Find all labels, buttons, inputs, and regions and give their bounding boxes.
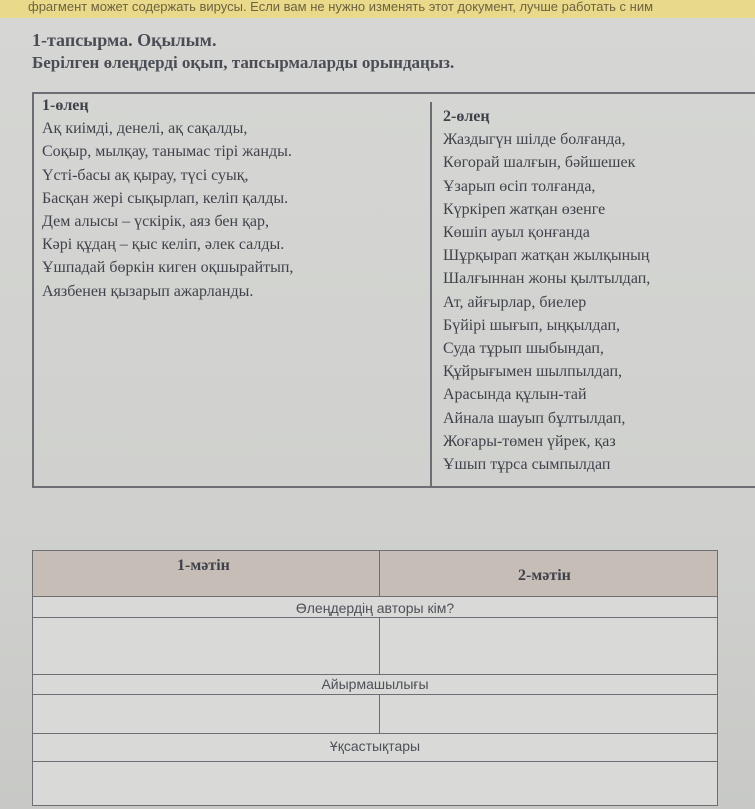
poem-line: Ұшып тұрса сымпылдап (443, 456, 611, 474)
comparison-table (32, 550, 718, 806)
poem-2 (443, 105, 650, 476)
row-label-differences: Айырмашылығы (321, 676, 429, 692)
answer-column-divider (379, 695, 380, 733)
poem-line: Шалғыннан жоны қылтылдап, (443, 270, 651, 288)
row-divider (33, 674, 717, 675)
row-label-similarities: Ұқсастықтары (329, 738, 421, 754)
row-divider (33, 733, 717, 734)
answer-column-divider (379, 618, 380, 674)
poem-line: Көгорай шалғын, бәйшешек (443, 154, 636, 172)
poem-line: Шұрқырап жатқан жылқының (443, 247, 650, 265)
warning-text: фрагмент может содержать вирусы. Если вам не нужно изменять этот документ, лучше работать с ним (28, 0, 654, 14)
poem-line: Көшіп ауыл қонғанда (443, 224, 590, 242)
row-label-authors: Өлеңдердің авторы кім? (295, 600, 455, 616)
poem-line: Құйрығымен шылпылдап, (443, 363, 623, 381)
row-divider (33, 617, 717, 618)
protected-view-warning-bar[interactable] (0, 0, 755, 18)
poem-line: Айнала шауып бұлтылдап, (443, 409, 626, 427)
column-header-text-2: 2-мәтін (518, 567, 571, 584)
poem-line: Дем алысы – үскірік, аяз бен қар, (42, 213, 269, 231)
poem-line: Басқан жері сықырлап, келіп қалды. (42, 189, 289, 207)
comparison-table-header (33, 551, 717, 597)
poem-line: Аязбенен қызарып ажарланды. (42, 282, 254, 300)
poem-line: Кәрі құдаң – қыс келіп, әлек салды. (42, 236, 285, 254)
task-title: 1-тапсырма. Оқылым. (32, 30, 217, 50)
row-divider (33, 694, 717, 695)
header-column-divider (379, 551, 380, 596)
poem-line: Үсті-басы ақ қырау, түсі суық, (42, 166, 249, 184)
task-instruction: Берілген өлеңдерді оқып, тапсырмаларды орындаңыз. (32, 53, 455, 72)
poem-1-title: 1-өлең (42, 97, 89, 114)
poems-column-divider (430, 102, 432, 488)
row-divider (33, 761, 717, 762)
poem-line: Ұзарып өсіп толғанда, (443, 177, 596, 195)
poem-line: Күркіреп жатқан өзенге (443, 200, 606, 218)
poem-1 (42, 94, 293, 303)
poem-line: Жоғары-төмен үйрек, қаз (443, 432, 616, 450)
poem-line: Соқыр, мылқау, танымас тірі жанды. (42, 143, 292, 161)
poem-line: Жаздыгүн шілде болғанда, (443, 131, 626, 149)
poem-line: Ат, айғырлар, биелер (443, 293, 587, 311)
poem-line: Суда тұрып шыбындап, (443, 340, 604, 358)
poems-table (32, 92, 755, 488)
poem-line: Бүйірі шығып, ыңқылдап, (443, 316, 620, 334)
poem-2-title: 2-өлең (443, 108, 490, 125)
poem-line: Арасында құлын-тай (443, 386, 587, 404)
column-header-text-1: 1-мәтін (177, 557, 230, 574)
poem-line: Ұшпадай бөркін киген оқшырайтып, (42, 259, 294, 277)
poem-line: Ақ киімді, денелі, ақ сақалды, (42, 120, 248, 138)
